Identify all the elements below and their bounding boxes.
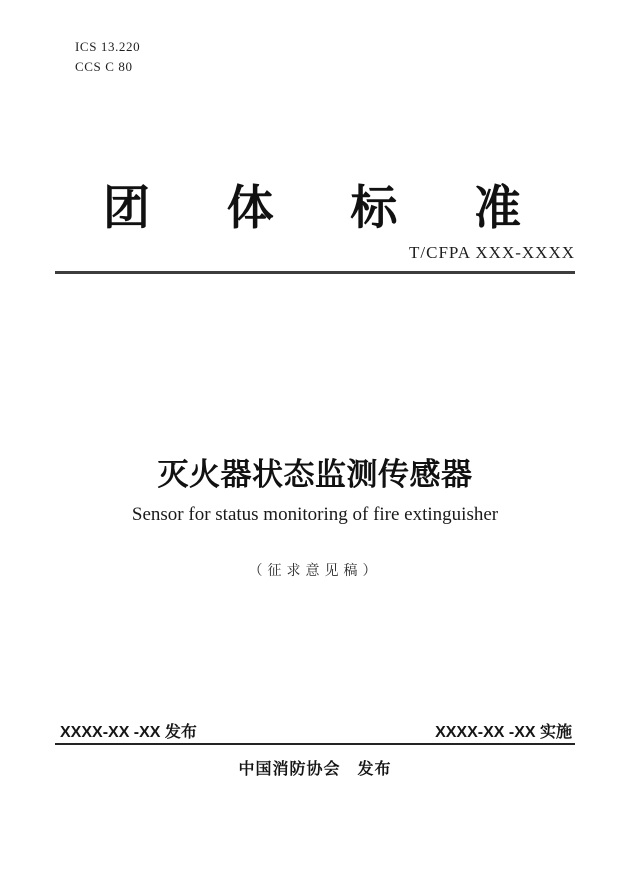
ics-code: ICS 13.220 [75, 39, 141, 54]
draft-status-note: （征求意见稿） [248, 564, 382, 579]
ccs-code: CCS C 80 [75, 59, 133, 74]
implementation-date: XXXX-XX -XX 实施 [435, 724, 572, 741]
publisher-line: 中国消防协会 发布 [238, 761, 392, 778]
dates-row [60, 719, 572, 742]
footer-rule [55, 743, 575, 745]
standard-number: T/CFPA XXX-XXXX [409, 243, 575, 262]
issue-date: XXXX-XX -XX 发布 [60, 724, 197, 741]
classification-codes [75, 37, 140, 77]
standard-type-char: 标 [350, 181, 398, 234]
standard-type-char: 准 [473, 181, 521, 234]
document-title-chinese: 灭火器状态监测传感器 [157, 457, 473, 492]
standard-type-title [103, 182, 521, 234]
standard-type-char: 团 [103, 181, 150, 234]
header-rule [55, 271, 575, 274]
document-title-english: Sensor for status monitoring of fire extinguisher [131, 504, 499, 525]
standard-type-char: 体 [226, 181, 274, 234]
